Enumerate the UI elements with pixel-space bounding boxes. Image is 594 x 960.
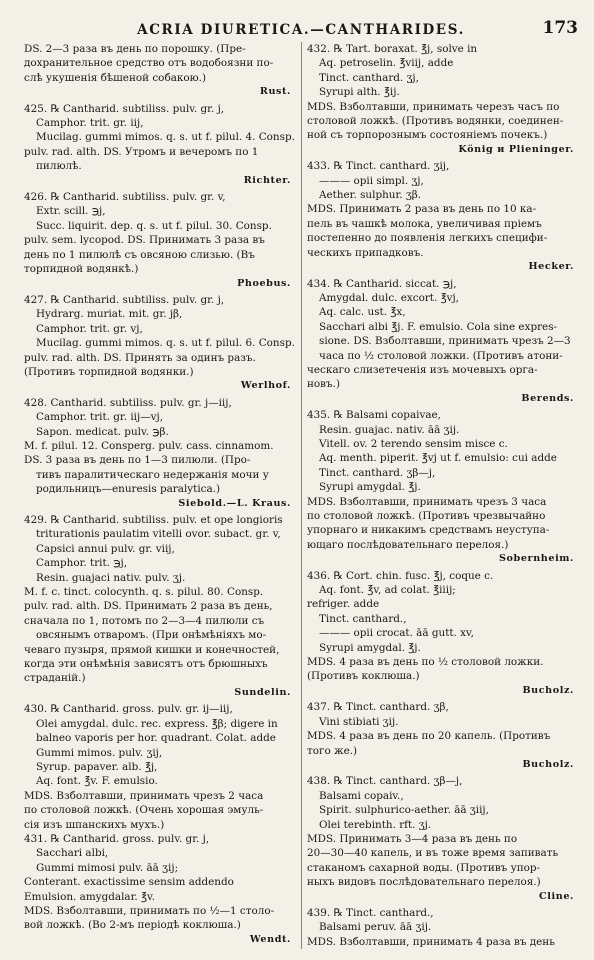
entry-line: MDS. Взболтавши, принимать чрезъ 3 часа bbox=[307, 495, 547, 508]
entry-line: Emulsion. amygdalar. ℥v. bbox=[24, 890, 155, 903]
entry-line: того же.) bbox=[307, 744, 358, 757]
entry-line: Camphor. trit. ℈j, bbox=[36, 557, 128, 570]
entry-line: стаканомъ сахарной воды. (Противъ упор- bbox=[307, 861, 541, 874]
entry-line: Aq. font. ℥v. F. emulsio. bbox=[36, 775, 158, 788]
prescription-entry bbox=[307, 906, 578, 949]
entry-line: Syrup. papaver. alb. ℥j, bbox=[36, 760, 158, 773]
entry-line: Resin. guajac. nativ. āā ʒij. bbox=[319, 423, 460, 436]
prescription-entry bbox=[24, 513, 295, 700]
entry-line: Tinct. canthard. ʒj, bbox=[319, 71, 419, 84]
entry-line: ——— opii crocat. āā gutt. xv, bbox=[319, 627, 474, 640]
entry-line: Spirit. sulphurico-aether. āā ʒiij, bbox=[319, 804, 489, 817]
prescription-entry bbox=[24, 832, 295, 947]
entry-line: постепенно до появленія легкихъ специфи- bbox=[307, 232, 548, 245]
author-attribution: Bucholz. bbox=[522, 758, 574, 770]
entry-line: pulv. rad. alth. DS. Утромъ и вечеромъ по 1 bbox=[24, 145, 259, 158]
entry-line: Aq. calc. ust. ℥x, bbox=[319, 306, 406, 319]
entry-line: день по 1 пилюлѣ съ овсяною слизью. (Въ bbox=[24, 248, 255, 261]
entry-line: 431. ℞ Cantharid. gross. pulv. gr. j, bbox=[24, 832, 210, 845]
entry-line: Tinct. canthard., bbox=[319, 612, 407, 625]
author-attribution: Werlhof. bbox=[240, 380, 291, 392]
left-column bbox=[24, 42, 295, 949]
entry-line: новъ.) bbox=[307, 378, 340, 391]
entry-line: Conterant. exactissime sensim addendo bbox=[24, 876, 234, 889]
entry-line: Gummi mimos. pulv. ʒij, bbox=[36, 746, 163, 759]
entry-line: Mucilag. gummi mimos. q. s. ut f. pilul. 6. Consp. bbox=[36, 337, 295, 350]
author-attribution: Hecker. bbox=[528, 261, 574, 273]
entry-line: ныхъ видовъ послѣдовательнаго перелоя.) bbox=[307, 876, 541, 889]
prescription-entry bbox=[307, 774, 578, 904]
entry-line: Olei terebinth. rft. ʒj. bbox=[319, 818, 432, 831]
entry-line: Camphor. trit. gr. vj, bbox=[36, 322, 143, 335]
entry-line: часа по ½ столовой ложки. (Противъ атони- bbox=[319, 349, 563, 362]
entry-line: (Противъ торпидной водянки.) bbox=[24, 365, 194, 378]
entry-line: pulv. sem. lycopod. DS. Принимать 3 раза въ bbox=[24, 234, 265, 247]
author-attribution: Rust. bbox=[259, 86, 291, 98]
entry-line: Gummi mimosi pulv. āā ʒij; bbox=[36, 861, 179, 874]
author-attribution: Berends. bbox=[521, 392, 574, 404]
entry-line: Succ. liquirit. dep. q. s. ut f. pilul. 30. Consp. bbox=[36, 219, 272, 232]
entry-line: 433. ℞ Tinct. canthard. ʒij, bbox=[307, 160, 450, 173]
entry-line: Camphor. trit. gr. iij—vj, bbox=[36, 411, 164, 424]
right-column bbox=[301, 42, 578, 949]
entry-line: 426. ℞ Cantharid. subtiliss. pulv. gr. v, bbox=[24, 191, 226, 204]
entry-line: сія изъ шпанскихъ мухъ.) bbox=[24, 818, 165, 831]
entry-line: 432. ℞ Tart. boraxat. ℥j, solve in bbox=[307, 43, 478, 55]
entry-line: 435. ℞ Balsami copaivae, bbox=[307, 409, 441, 422]
prescription-entry bbox=[24, 190, 295, 291]
author-attribution: Sundelin. bbox=[234, 686, 291, 698]
author-attribution: Bucholz. bbox=[522, 684, 574, 696]
author-attribution: Siebold.—L. Kraus. bbox=[178, 497, 291, 509]
entry-line: Mucilag. gummi mimos. q. s. ut f. pilul. 4. Consp. bbox=[36, 131, 295, 144]
entry-line: Aq. menth. piperit. ℥vj ut f. emulsio: cui adde bbox=[319, 452, 557, 465]
two-column-body bbox=[24, 42, 578, 949]
entry-line: MDS. Взболтавши, принимать черезъ часъ по bbox=[307, 100, 560, 113]
prescription-entry bbox=[24, 702, 295, 832]
entry-line: ческихъ припадковъ. bbox=[307, 246, 424, 259]
entry-line: DS. 3 раза въ день по 1—3 пилюли. (Про- bbox=[24, 454, 251, 467]
entry-line: balneo vaporis per hor. quadrant. Colat. adde bbox=[36, 732, 276, 745]
entry-line: Sapon. medicat. pulv. ℈β. bbox=[36, 425, 169, 438]
entry-line: MDS. Принимать 3—4 раза въ день по bbox=[307, 832, 518, 845]
entry-line: (Противъ коклюша.) bbox=[307, 670, 420, 683]
entry-line: 434. ℞ Cantharid. siccat. ℈j, bbox=[307, 277, 457, 290]
entry-line: Vitell. ov. 2 terendo sensim misce c. bbox=[319, 437, 508, 450]
entry-line: Resin. guajaci nativ. pulv. ʒj. bbox=[36, 571, 186, 584]
author-attribution: König и Plieninger. bbox=[458, 143, 574, 155]
entry-line: 439. ℞ Tinct. canthard., bbox=[307, 906, 434, 919]
entry-line: тивъ паралитическаго недержанія мочи у bbox=[36, 468, 269, 481]
entry-line: Capsici annui pulv. gr. viij, bbox=[36, 542, 175, 555]
entry-line: Hydrarg. muriat. mit. gr. jβ, bbox=[36, 308, 183, 321]
entry-line: ющаго послѣдовательнаго перелоя.) bbox=[307, 538, 509, 551]
entry-line: торпидной водянкѣ.) bbox=[24, 263, 139, 276]
entry-line: 425. ℞ Cantharid. subtiliss. pulv. gr. j, bbox=[24, 102, 225, 115]
entry-line: triturationis paulatim vitelli ovor. subact. gr. v, bbox=[36, 528, 281, 541]
prescription-entry bbox=[307, 42, 578, 157]
entry-line: M. f. c. tinct. colocynth. q. s. pilul. 80. Consp. bbox=[24, 586, 264, 599]
entry-line: по столовой ложкѣ. (Противъ чрезвычайно bbox=[307, 510, 546, 522]
entry-line: слѣ укушенія бѣшеной собакою.) bbox=[24, 71, 207, 84]
entry-line: MDS. Взболтавши, принимать по ½—1 столо- bbox=[24, 904, 275, 917]
entry-line: sione. DS. Взболтавши, принимать чрезъ 2—3 bbox=[319, 335, 571, 348]
entry-line: Camphor. trit. gr. iij, bbox=[36, 117, 144, 130]
prescription-entry bbox=[307, 277, 578, 407]
entry-line: Syrupi alth. ℥ij. bbox=[319, 86, 400, 99]
entry-line: Sacchari albi ℥j. F. emulsio. Cola sine expres- bbox=[319, 320, 558, 333]
entry-line: MDS. Взболтавши, принимать 4 раза въ день bbox=[307, 935, 555, 948]
entry-line: Syrupi amygdal. ℥j. bbox=[319, 481, 421, 494]
author-attribution: Phoebus. bbox=[237, 277, 291, 289]
entry-line: 430. ℞ Cantharid. gross. pulv. gr. ij—iij, bbox=[24, 703, 233, 716]
prescription-entry bbox=[307, 700, 578, 772]
entry-line: Tinct. canthard. ʒβ—j, bbox=[319, 466, 436, 479]
prescription-entry bbox=[24, 42, 295, 100]
entry-line: M. f. pilul. 12. Consperg. pulv. cass. cinnamom. bbox=[24, 439, 274, 452]
prescription-entry bbox=[307, 569, 578, 699]
entry-line: дохранительное средство отъ водобоязни по- bbox=[24, 57, 274, 70]
entry-line: 438. ℞ Tinct. canthard. ʒβ—j, bbox=[307, 775, 463, 788]
entry-line: родильницъ—enuresis paralytica.) bbox=[36, 483, 221, 496]
author-attribution: Cline. bbox=[539, 890, 574, 902]
entry-line: столовой ложкѣ. (Противъ водянки, соединен- bbox=[307, 115, 564, 128]
entry-line: овсянымъ отваромъ. (При онѣмѣніяхъ мо- bbox=[36, 629, 267, 642]
entry-line: по столовой ложкѣ. (Очень хорошая эмуль- bbox=[24, 804, 264, 817]
author-attribution: Wendt. bbox=[249, 933, 291, 945]
prescription-entry bbox=[24, 293, 295, 394]
entry-line: пель въ чашкѣ молока, увеличивая пріемъ bbox=[307, 217, 542, 230]
page-header bbox=[24, 4, 578, 40]
entry-line: Balsami copaiv., bbox=[319, 789, 404, 802]
entry-line: Balsami peruv. āā ʒij. bbox=[319, 921, 432, 934]
entry-line: вой ложкѣ. (Во 2-мъ періодѣ коклюша.) bbox=[24, 919, 241, 932]
entry-line: пилюлѣ. bbox=[36, 160, 82, 173]
entry-line: DS. 2—3 раза въ день по порошку. (Пре- bbox=[24, 43, 246, 55]
entry-line: Amygdal. dulc. excort. ℥vj, bbox=[319, 291, 459, 304]
entry-line: 427. ℞ Cantharid. subtiliss. pulv. gr. j, bbox=[24, 293, 225, 306]
author-attribution: Sobernheim. bbox=[499, 553, 574, 565]
entry-line: 428. Cantharid. subtiliss. pulv. gr. j—iij, bbox=[24, 396, 232, 409]
entry-line: MDS. 4 раза въ день по 20 капель. (Противъ bbox=[307, 730, 551, 743]
page-number: 173 bbox=[542, 18, 578, 38]
entry-line: 437. ℞ Tinct. canthard. ʒβ, bbox=[307, 701, 449, 714]
entry-line: страданій.) bbox=[24, 672, 86, 685]
entry-line: ной съ торпорознымъ состояніемъ почекъ.) bbox=[307, 129, 548, 142]
running-title: ACRIA DIURETICA.—CANTHARIDES. bbox=[137, 22, 465, 38]
entry-line: Syrupi amygdal. ℥j. bbox=[319, 641, 421, 654]
entry-line: pulv. rad. alth. DS. Принять за одинъ разъ. bbox=[24, 351, 256, 364]
prescription-entry bbox=[24, 102, 295, 188]
entry-line: сначала по 1, потомъ по 2—3—4 пилюли съ bbox=[24, 614, 265, 627]
entry-line: Olei amygdal. dulc. rec. express. ℥β; digere in bbox=[36, 717, 278, 730]
entry-line: Aq. petroselin. ℥viij, adde bbox=[319, 57, 454, 70]
prescription-entry bbox=[307, 408, 578, 566]
entry-line: упорнаго и никакимъ средствамъ неуступа- bbox=[307, 524, 550, 537]
entry-line: Vini stibiati ʒij. bbox=[319, 715, 399, 728]
entry-line: MDS. Принимать 2 раза въ день по 10 ка- bbox=[307, 203, 537, 216]
entry-line: ——— opii simpl. ʒj, bbox=[319, 174, 424, 187]
entry-line: pulv. rad. alth. DS. Принимать 2 раза въ день, bbox=[24, 600, 273, 613]
prescription-entry bbox=[307, 159, 578, 274]
author-attribution: Richter. bbox=[243, 174, 291, 186]
entry-line: Extr. scill. ℈j, bbox=[36, 205, 106, 218]
entry-line: 429. ℞ Cantharid. subtiliss. pulv. et ope longioris bbox=[24, 514, 283, 526]
entry-line: refriger. adde bbox=[307, 598, 380, 611]
entry-line: Sacchari albi, bbox=[36, 847, 109, 860]
entry-line: MDS. 4 раза въ день по ½ столовой ложки. bbox=[307, 656, 544, 669]
entry-line: Aq. font. ℥v, ad colat. ℥iiij; bbox=[319, 584, 456, 597]
entry-line: 20—30—40 капель, и въ тоже время запивать bbox=[307, 847, 559, 860]
entry-line: ческаго слизетеченія изъ мочевыхъ орга- bbox=[307, 363, 538, 376]
entry-line: MDS. Взболтавши, принимать чрезъ 2 часа bbox=[24, 789, 264, 802]
prescription-entry bbox=[24, 396, 295, 511]
entry-line: чеваго пузыря, прямой кишки и конечностей, bbox=[24, 643, 280, 656]
entry-line: 436. ℞ Cort. chin. fusc. ℥j, coque c. bbox=[307, 569, 494, 582]
entry-line: Aether. sulphur. ʒβ. bbox=[319, 189, 422, 202]
entry-line: когда эти онѣмѣнія зависятъ отъ брюшныхъ bbox=[24, 658, 268, 671]
